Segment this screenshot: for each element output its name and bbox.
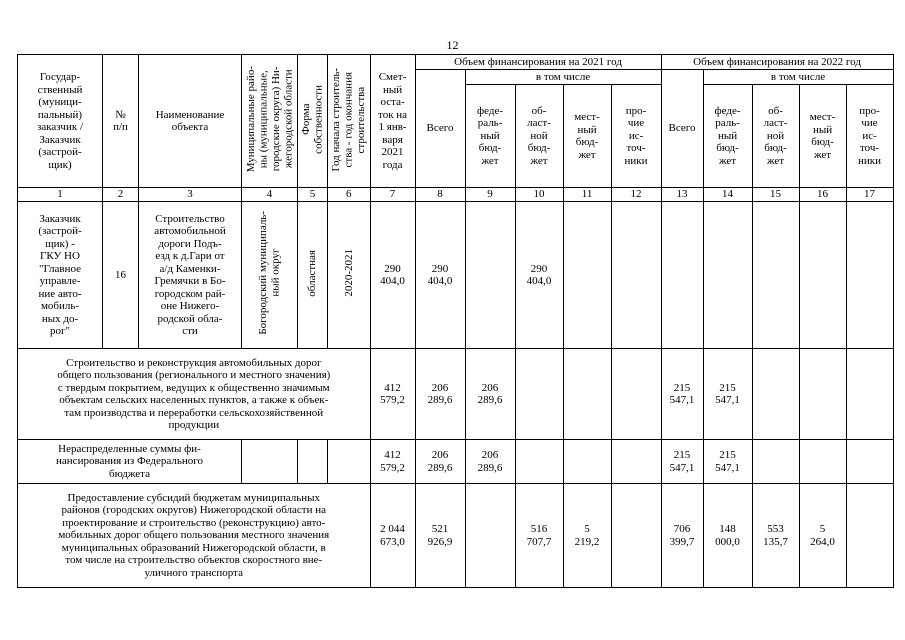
other-2022-cell <box>846 484 893 588</box>
column-number: 5 <box>298 188 328 202</box>
federal-2022-cell: 215 547,1 <box>703 349 752 440</box>
total-2022-cell: 215 547,1 <box>661 349 703 440</box>
header-estimate-balance: Смет- ный оста- ток на 1 янв- варя 2021 года <box>370 55 415 188</box>
regional-2021-cell <box>515 349 563 440</box>
section-title-cell: Строительство и реконструкция автомобильных дорог общего пользования (регионального и местного значения) с твердым покрытием, ведущих к общественно значимым объектам сельских населенных пунктов, а также к объек- там производства и переработки сельскохозяйственной продукции <box>18 349 371 440</box>
column-number: 1 <box>18 188 103 202</box>
other-2022-cell <box>846 202 893 349</box>
local-2021-cell <box>563 349 611 440</box>
table-row <box>18 440 894 484</box>
subsidies-title-cell: Предоставление субсидий бюджетам муниципальных районов (городских округов) Нижегородской области на проектирование и строительство (реконструкцию) авто- мобильных дорог общего пользования местного значения муниципальных образований Нижегородской области, в том числе на строительство объектов скоростного вне- уличного транспорта <box>18 484 371 588</box>
local-2022-cell: 5 264,0 <box>799 484 846 588</box>
ownership-cell <box>298 440 328 484</box>
federal-2021-cell <box>465 484 515 588</box>
column-number: 9 <box>465 188 515 202</box>
header-funding-2021: Объем финансирования на 2021 год <box>415 55 661 70</box>
total-2021-cell: 206 289,6 <box>415 440 465 484</box>
header-regional-2021: об- ласт- ной бюд- жет <box>515 85 563 188</box>
column-number: 16 <box>799 188 846 202</box>
header-total-2022: Всего <box>661 70 703 188</box>
column-number: 12 <box>611 188 661 202</box>
header-local-2021: мест- ный бюд- жет <box>563 85 611 188</box>
ownership-cell: областная <box>298 202 328 349</box>
page-number: 12 <box>446 38 459 52</box>
estimate-cell: 2 044 673,0 <box>370 484 415 588</box>
regional-2022-cell <box>752 202 799 349</box>
other-2022-cell <box>846 349 893 440</box>
column-number: 3 <box>139 188 242 202</box>
header-customer: Государ- ственный (муници- пальный) заказчик / Заказчик (застрой- щик) <box>18 55 103 188</box>
header-federal-2021: феде- раль- ный бюд- жет <box>465 85 515 188</box>
header-ownership: Форма собственности <box>298 55 328 188</box>
estimate-cell: 412 579,2 <box>370 349 415 440</box>
other-2021-cell <box>611 349 661 440</box>
regional-2022-cell: 553 135,7 <box>752 484 799 588</box>
object-name-cell: Строительство автомобильной дороги Подъ- езд к д.Гари от а/д Каменки- Гремячки в Бо- городском рай- оне Нижего- родской обла- сти <box>139 202 242 349</box>
district-cell <box>242 440 298 484</box>
header-regional-2022: об- ласт- ной бюд- жет <box>752 85 799 188</box>
years-cell <box>328 440 371 484</box>
other-2021-cell <box>611 440 661 484</box>
column-number: 13 <box>661 188 703 202</box>
federal-2022-cell: 148 000,0 <box>703 484 752 588</box>
column-number: 17 <box>846 188 893 202</box>
regional-2021-cell: 516 707,7 <box>515 484 563 588</box>
federal-2021-cell: 206 289,6 <box>465 349 515 440</box>
local-2021-cell <box>563 202 611 349</box>
federal-2021-cell: 206 289,6 <box>465 440 515 484</box>
local-2021-cell: 5 219,2 <box>563 484 611 588</box>
customer-cell: Заказчик (застрой- щик) - ГКУ НО "Главное управле- ние авто- мобиль- ных до- рог" <box>18 202 103 349</box>
other-2021-cell <box>611 202 661 349</box>
total-2022-cell: 215 547,1 <box>661 440 703 484</box>
header-other-2022: про- чие ис- точ- ники <box>846 85 893 188</box>
total-2021-cell: 290 404,0 <box>415 202 465 349</box>
estimate-cell: 290 404,0 <box>370 202 415 349</box>
column-number: 11 <box>563 188 611 202</box>
regional-2021-cell: 290 404,0 <box>515 202 563 349</box>
local-2022-cell <box>799 440 846 484</box>
header-including-2022: в том числе <box>703 70 893 85</box>
regional-2022-cell <box>752 440 799 484</box>
column-number: 15 <box>752 188 799 202</box>
header-other-2021: про- чие ис- точ- ники <box>611 85 661 188</box>
district-cell: Богородский муниципаль- ный округ <box>242 202 298 349</box>
header-districts: Муниципальные райо- ны (муниципальные, городские округа) Ни- жегородской области <box>242 55 298 188</box>
funding-table <box>17 54 894 588</box>
local-2021-cell <box>563 440 611 484</box>
column-number: 7 <box>370 188 415 202</box>
header-local-2022: мест- ный бюд- жет <box>799 85 846 188</box>
federal-2022-cell: 215 547,1 <box>703 440 752 484</box>
regional-2022-cell <box>752 349 799 440</box>
column-number: 14 <box>703 188 752 202</box>
local-2022-cell <box>799 349 846 440</box>
other-2021-cell <box>611 484 661 588</box>
header-years: Год начала строитель- ства - год окончания строительства <box>328 55 371 188</box>
column-number: 2 <box>103 188 139 202</box>
regional-2021-cell <box>515 440 563 484</box>
header-object-name: Наименование объекта <box>139 55 242 188</box>
unallocated-title-cell: Нераспределенные суммы фи- нансирования из Федерального бюджета <box>18 440 242 484</box>
years-cell: 2020-2021 <box>328 202 371 349</box>
total-2022-cell <box>661 202 703 349</box>
header-total-2021: Всего <box>415 70 465 188</box>
total-2021-cell: 206 289,6 <box>415 349 465 440</box>
column-number: 6 <box>328 188 371 202</box>
other-2022-cell <box>846 440 893 484</box>
federal-2021-cell <box>465 202 515 349</box>
table-row <box>18 349 894 440</box>
table-row <box>18 202 894 349</box>
column-number: 10 <box>515 188 563 202</box>
total-2022-cell: 706 399,7 <box>661 484 703 588</box>
header-number: № п/п <box>103 55 139 188</box>
local-2022-cell <box>799 202 846 349</box>
table-row <box>18 484 894 588</box>
estimate-cell: 412 579,2 <box>370 440 415 484</box>
federal-2022-cell <box>703 202 752 349</box>
column-number: 8 <box>415 188 465 202</box>
header-federal-2022: феде- раль- ный бюд- жет <box>703 85 752 188</box>
header-including-2021: в том числе <box>465 70 661 85</box>
header-funding-2022: Объем финансирования на 2022 год <box>661 55 893 70</box>
column-number: 4 <box>242 188 298 202</box>
row-number-cell: 16 <box>103 202 139 349</box>
total-2021-cell: 521 926,9 <box>415 484 465 588</box>
